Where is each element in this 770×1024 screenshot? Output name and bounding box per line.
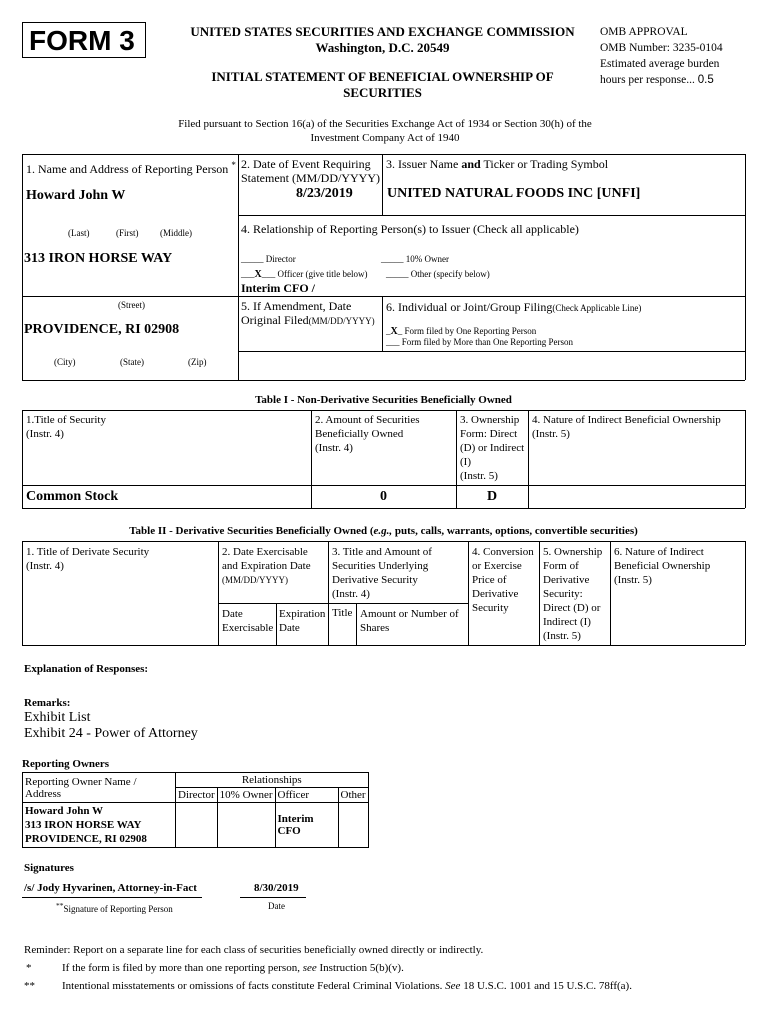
signer-name: /s/ Jody Hyvarinen, Attorney-in-Fact <box>24 882 197 894</box>
table2-col2-header: 2. Date Exercisable and Expiration Date (MM/DD/YYYY) <box>222 546 311 585</box>
table1-col2-header: 2. Amount of Securities Beneficially Owned (Instr. 4) <box>315 414 420 454</box>
omb-burden-line2: hours per response... 0.5 <box>600 74 714 86</box>
caption-state: (State) <box>120 357 144 367</box>
table1-row-amount: 0 <box>380 489 387 504</box>
table1-title: Table I - Non-Derivative Securities Beneficially Owned <box>255 394 512 406</box>
caption-last: (Last) <box>68 228 90 238</box>
owner-other-cell <box>338 803 368 848</box>
table1-row-form: D <box>486 489 498 504</box>
box5-label: 5. If Amendment, Date Original Filed(MM/DD/YYYY) <box>241 299 375 327</box>
footnote2-mark: ** <box>24 980 35 992</box>
remarks-line1: Exhibit List <box>24 710 91 725</box>
relationships-header: Relationships <box>176 773 369 788</box>
table2-col4-header: 4. Conversion or Exercise Price of Derivative Security <box>472 546 534 614</box>
omb-number: OMB Number: 3235-0104 <box>600 42 723 54</box>
event-date: 8/23/2019 <box>296 186 353 201</box>
table2-col5-header: 5. Ownership Form of Derivative Security: Direct (D) or Indirect (I) (Instr. 5) <box>543 546 603 642</box>
other-checkbox[interactable]: _____ Other (specify below) <box>386 269 490 279</box>
director-header: Director <box>176 788 218 803</box>
table2-sub-date-exercisable: Date Exercisable <box>222 608 274 634</box>
box6-label: 6. Individual or Joint/Group Filing(Check Applicable Line) <box>386 300 642 314</box>
ten-percent-owner-header: 10% Owner <box>217 788 275 803</box>
caption-middle: (Middle) <box>160 228 192 238</box>
table2-sub-expiration-date: Expiration Date <box>279 608 326 634</box>
box1-label: 1. Name and Address of Reporting Person * <box>26 160 236 176</box>
table2-sub-amount: Amount or Number of Shares <box>360 608 459 634</box>
caption-zip: (Zip) <box>188 357 207 367</box>
box2-label: 2. Date of Event Requiring Statement (MM/DD/YYYY) <box>241 157 380 185</box>
commission-location: Washington, D.C. 20549 <box>315 40 450 55</box>
officer-header: Officer <box>275 788 338 803</box>
table2-sub-title: Title <box>332 607 353 619</box>
box4-label: 4. Relationship of Reporting Person(s) to Issuer (Check all applicable) <box>241 222 579 236</box>
footnote1-text: If the form is filed by more than one reporting person, see Instruction 5(b)(v). <box>62 962 404 974</box>
one-reporting-person-option[interactable]: _X_ Form filed by One Reporting Person <box>386 326 537 337</box>
omb-burden-line1: Estimated average burden <box>600 58 720 70</box>
table2-col6-header: 6. Nature of Indirect Beneficial Ownership (Instr. 5) <box>614 546 711 586</box>
owner-director-cell <box>176 803 218 848</box>
date-caption: Date <box>268 901 285 911</box>
form-label: FORM 3 <box>22 22 146 58</box>
box3-label: 3. Issuer Name and Ticker or Trading Symbol <box>386 157 609 171</box>
footnote1-mark: * <box>26 962 32 974</box>
footnote2-text: Intentional misstatements or omissions of facts constitute Federal Criminal Violations. See 18 U.S.C. 1001 and 15 U.S.C. 78ff(a). <box>62 980 632 992</box>
filed-pursuant-line2: Investment Company Act of 1940 <box>310 132 460 144</box>
owner-ten-percent-cell <box>217 803 275 848</box>
commission-name: UNITED STATES SECURITIES AND EXCHANGE COMMISSION <box>190 24 575 39</box>
omb-burden-value: 0.5 <box>697 74 714 86</box>
owner-officer-cell: Interim CFO <box>275 803 338 848</box>
ten-percent-owner-checkbox[interactable]: _____ 10% Owner <box>381 254 449 264</box>
table2-col1-header: 1. Title of Derivate Security (Instr. 4) <box>26 546 150 572</box>
director-checkbox[interactable]: _____ Director <box>241 254 296 264</box>
explanation-label: Explanation of Responses: <box>24 663 149 675</box>
reporting-person-city: PROVIDENCE, RI 02908 <box>24 322 180 337</box>
table2-title: Table II - Derivative Securities Beneficially Owned (e.g., puts, calls, warrants, options, convertible securities) <box>129 525 638 537</box>
omb-approval-box <box>600 24 765 88</box>
caption-first: (First) <box>116 228 139 238</box>
owner-name-header: Reporting Owner Name / Address <box>23 773 176 803</box>
filed-pursuant-line1: Filed pursuant to Section 16(a) of the Securities Exchange Act of 1934 or Section 30(h) of the <box>178 118 592 130</box>
multiple-reporting-persons-option[interactable]: ___ Form filed by More than One Reporting Person <box>386 337 573 347</box>
caption-street: (Street) <box>118 300 145 310</box>
form-title-line1: INITIAL STATEMENT OF BENEFICIAL OWNERSHIP OF <box>211 69 554 84</box>
table2-col3-header: 3. Title and Amount of Securities Underlying Derivative Security (Instr. 4) <box>332 546 432 600</box>
officer-title: Interim CFO / <box>241 281 315 295</box>
remarks-label: Remarks: <box>24 697 71 709</box>
remarks-line2: Exhibit 24 - Power of Attorney <box>24 726 198 741</box>
issuer-name: UNITED NATURAL FOODS INC [UNFI] <box>387 186 641 201</box>
reminder-note: Reminder: Report on a separate line for each class of securities beneficially owned directly or indirectly. <box>24 944 484 956</box>
table1-col4-header: 4. Nature of Indirect Beneficial Ownership (Instr. 5) <box>532 414 721 440</box>
signatures-title: Signatures <box>24 862 74 874</box>
signature-date: 8/30/2019 <box>254 882 299 894</box>
owner-name-address: Howard John W 313 IRON HORSE WAY PROVIDENCE, RI 02908 <box>23 803 176 848</box>
filed-pursuant <box>100 117 670 145</box>
table1-col3-header: 3. Ownership Form: Direct (D) or Indirect (I) (Instr. 5) <box>460 414 525 482</box>
officer-checkbox[interactable]: ___X___ Officer (give title below) <box>241 269 368 280</box>
reporting-owners-title: Reporting Owners <box>22 758 110 770</box>
omb-approval: OMB APPROVAL <box>600 26 688 38</box>
reporting-owners-table <box>22 772 369 848</box>
caption-city: (City) <box>54 357 76 367</box>
table1-col1-header: 1.Title of Security (Instr. 4) <box>26 414 106 440</box>
reporting-person-name: Howard John W <box>26 188 126 203</box>
reporting-person-street: 313 IRON HORSE WAY <box>24 251 173 266</box>
form-title-line2: SECURITIES <box>343 85 422 100</box>
signature-caption: **Signature of Reporting Person <box>56 901 173 914</box>
table1-row-title: Common Stock <box>26 489 119 504</box>
other-header: Other <box>338 788 368 803</box>
